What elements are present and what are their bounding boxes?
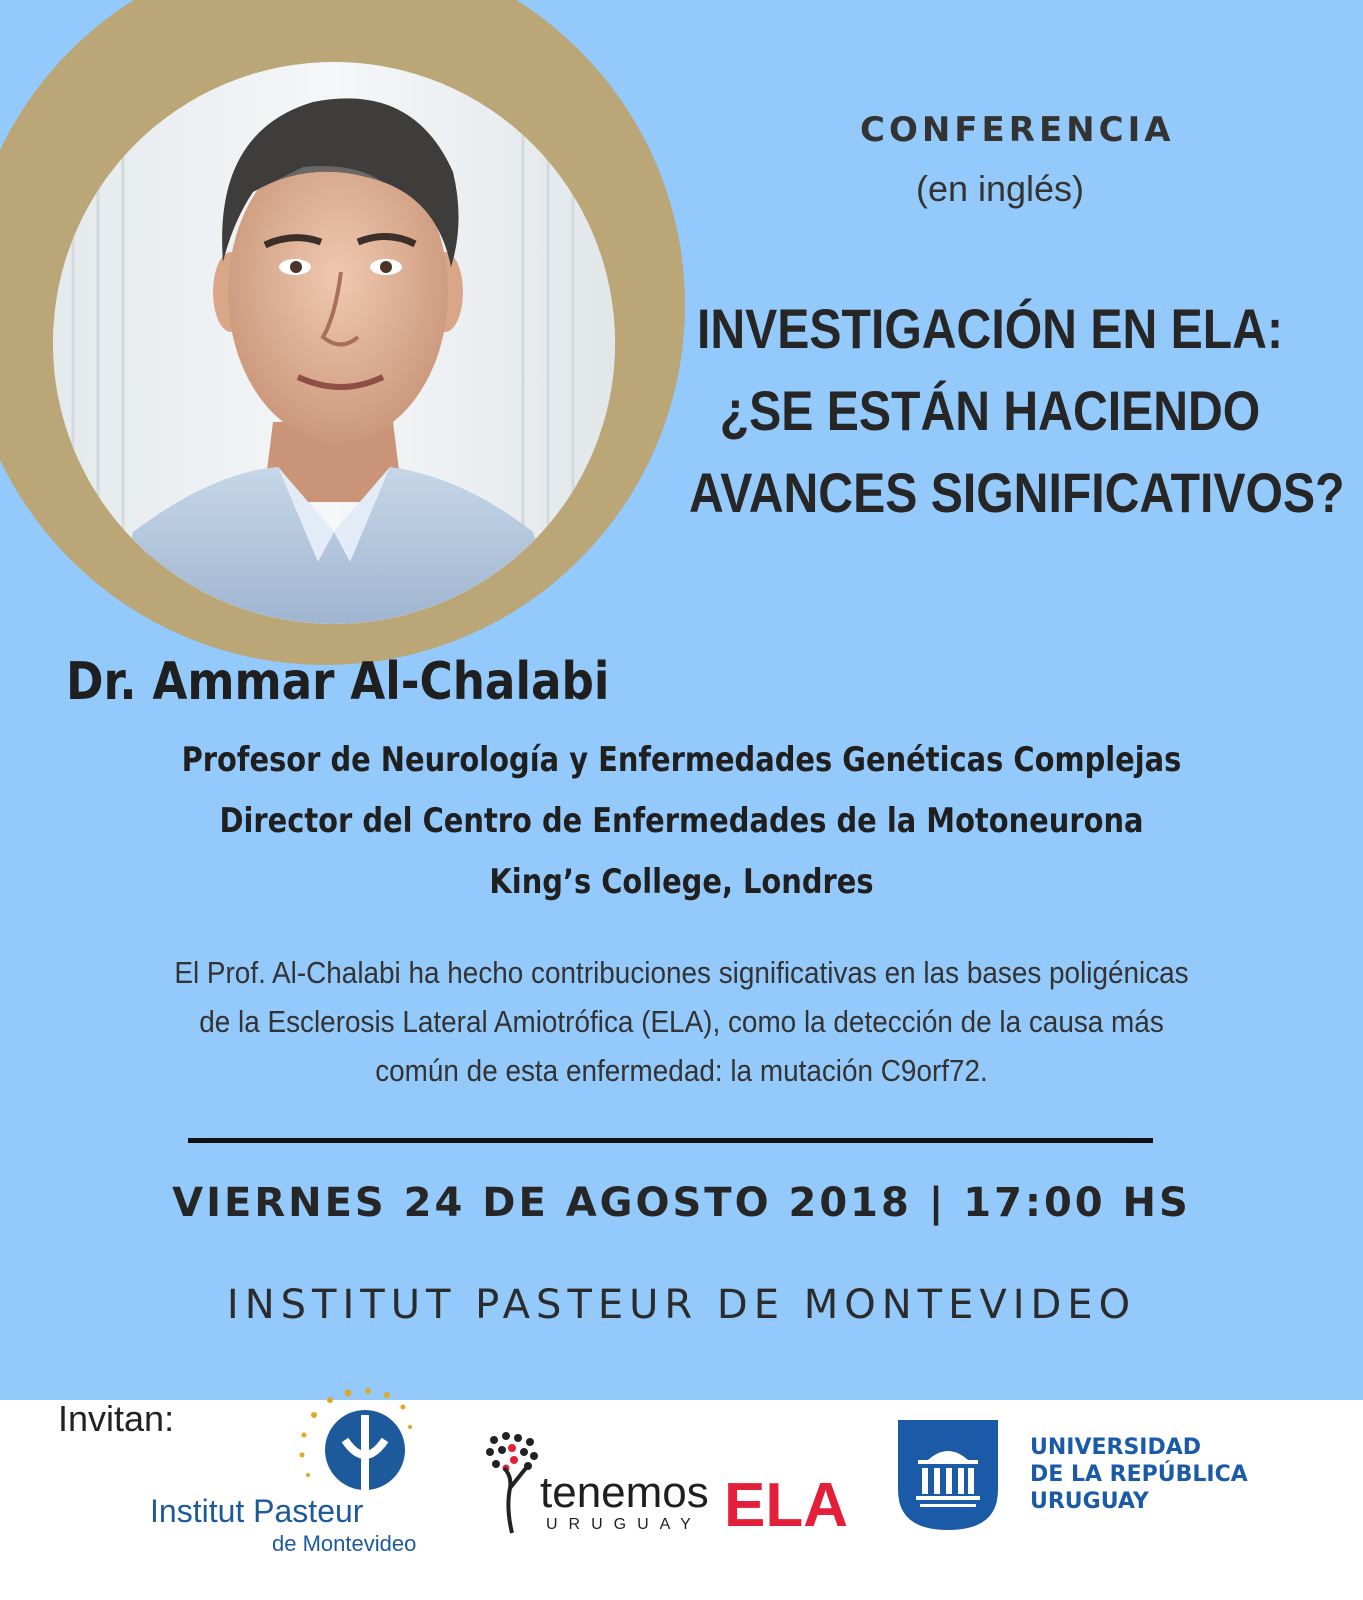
tree-icon (482, 1428, 542, 1538)
udelar-logo-line: DE LA REPÚBLICA (1030, 1462, 1248, 1487)
event-type-label: CONFERENCIA (860, 110, 1175, 150)
tenemos-ela-logo (482, 1428, 862, 1568)
description-line: El Prof. Al-Chalabi ha hecho contribuciones significativas en las bases poligénicas (174, 955, 1189, 990)
tenemos-logo-word: tenemos (540, 1468, 709, 1517)
udelar-logo (898, 1420, 1248, 1560)
talk-title-line: AVANCES SIGNIFICATIVOS? (689, 461, 1345, 524)
university-building-icon (898, 1420, 998, 1530)
pasteur-logo-subtext: de Montevideo (272, 1531, 417, 1556)
speaker-portrait (53, 62, 615, 624)
pasteur-emblem-icon (290, 1385, 420, 1505)
description-line: común de esta enfermedad: la mutación C9orf72. (375, 1053, 988, 1088)
section-divider (188, 1138, 1153, 1143)
speaker-name: Dr. Ammar Al-Chalabi (66, 652, 610, 712)
event-venue: INSTITUT PASTEUR DE MONTEVIDEO (226, 1282, 1137, 1328)
talk-title-line: ¿SE ESTÁN HACIENDO (719, 379, 1261, 442)
portrait-illustration (53, 62, 615, 624)
talk-title (689, 288, 1345, 534)
pasteur-logo (150, 1385, 450, 1585)
udelar-logo-line: URUGUAY (1030, 1489, 1149, 1514)
speaker-credential: Director del Centro de Enfermedades de la Motoneurona (219, 801, 1144, 841)
event-date-time: VIERNES 24 DE AGOSTO 2018 | 17:00 HS (172, 1180, 1191, 1226)
invite-label: Invitan: (58, 1398, 175, 1439)
speaker-credential: Profesor de Neurología y Enfermedades Genéticas Complejas (181, 740, 1182, 780)
tenemos-logo-country: URUGUAY (546, 1516, 702, 1533)
speaker-credential: King’s College, Londres (489, 862, 874, 902)
talk-title-line: INVESTIGACIÓN EN ELA: (696, 297, 1283, 360)
pasteur-logo-text: Institut Pasteur (150, 1493, 364, 1529)
description-line: de la Esclerosis Lateral Amiotrófica (ELA), como la detección de la causa más (199, 1004, 1164, 1039)
tenemos-logo-accent: ELA (724, 1471, 848, 1540)
language-note: (en inglés) (915, 168, 1085, 209)
udelar-logo-line: UNIVERSIDAD (1030, 1435, 1202, 1460)
